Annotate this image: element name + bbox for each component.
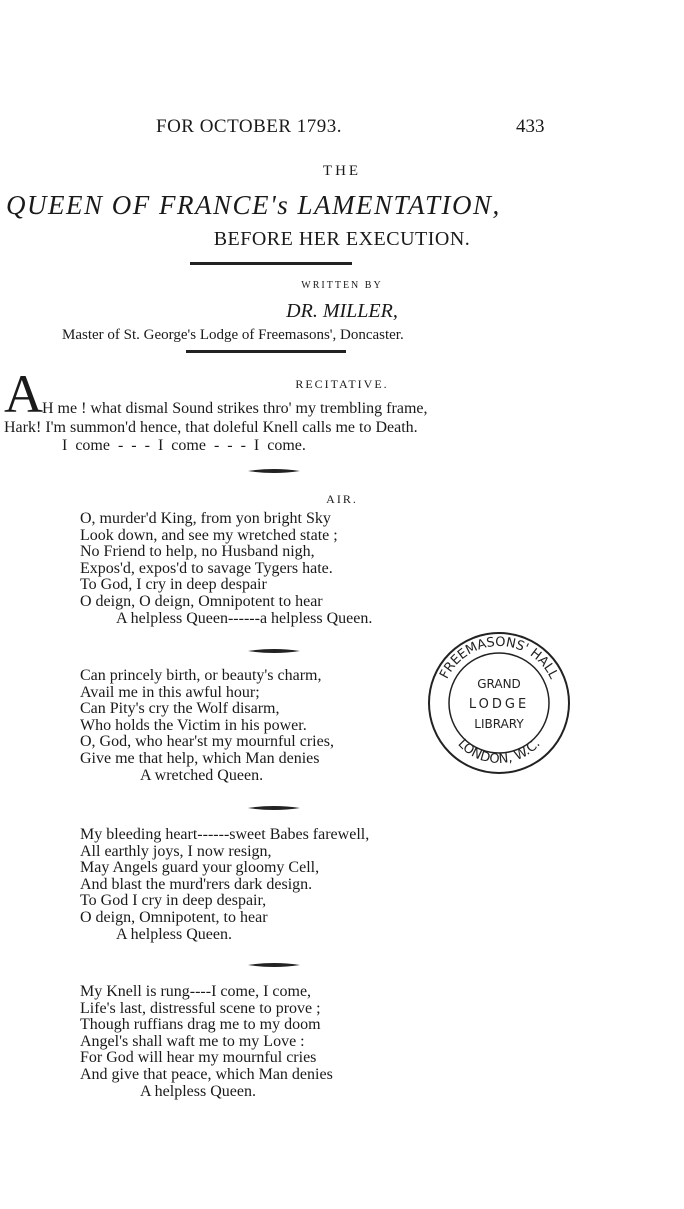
stanza-line: Can princely birth, or beauty's charm, bbox=[80, 667, 322, 684]
stamp-ring-bottom: LONDON, W.C. bbox=[454, 736, 544, 768]
stanza-line: Can Pity's cry the Wolf disarm, bbox=[80, 700, 280, 718]
running-head: FOR OCTOBER 1793. bbox=[156, 116, 343, 137]
ornament-divider-icon bbox=[246, 803, 302, 813]
stanza-line: My bleeding heart------sweet Babes farewell, bbox=[80, 826, 370, 843]
air-heading: AIR. bbox=[326, 492, 358, 506]
stanza-line: All earthly joys, I now resign, bbox=[80, 842, 272, 860]
title-rule bbox=[190, 262, 352, 265]
page-number: 433 bbox=[516, 116, 545, 137]
stamp-center-2: LODGE bbox=[468, 697, 530, 712]
stanza-line: Look down, and see my wretched state ; bbox=[80, 526, 338, 544]
stanza-line: A helpless Queen. bbox=[116, 925, 232, 943]
recitative-line-3: I come - - - I come - - - I come. bbox=[62, 437, 306, 454]
stamp-center-3: LIBRARY bbox=[474, 717, 524, 731]
ornament-divider-icon bbox=[246, 466, 302, 476]
stanza-line: O, murder'd King, from yon bright Sky bbox=[80, 510, 331, 527]
stanza-line: Angel's shall waft me to my Love : bbox=[80, 1032, 305, 1050]
author-rule bbox=[186, 350, 346, 353]
library-stamp bbox=[424, 628, 574, 778]
stanza-line: And blast the murd'rers dark design. bbox=[80, 875, 313, 893]
stanza-line: Who holds the Victim in his power. bbox=[80, 716, 307, 734]
stanza-line: My Knell is rung----I come, I come, bbox=[80, 983, 312, 1000]
poem-title: QUEEN OF FRANCE's LAMENTATION, bbox=[6, 190, 501, 220]
title-article: THE bbox=[322, 163, 362, 179]
stanza-line: Avail me in this awful hour; bbox=[80, 683, 260, 701]
stanza-line: Though ruffians drag me to my doom bbox=[80, 1016, 321, 1034]
stanza-line: Life's last, distressful scene to prove ; bbox=[80, 999, 321, 1017]
stanza-4 bbox=[80, 984, 333, 1100]
stanza-line: To God, I cry in deep despair bbox=[80, 576, 267, 594]
stanza-line: Give me that help, which Man denies bbox=[80, 749, 320, 767]
recitative-heading: RECITATIVE. bbox=[295, 377, 389, 391]
stanza-line: A wretched Queen. bbox=[140, 766, 264, 784]
stanza-line: To God I cry in deep despair, bbox=[80, 892, 267, 910]
stanza-line: May Angels guard your gloomy Cell, bbox=[80, 859, 320, 877]
stamp-center-1: GRAND bbox=[477, 677, 521, 691]
stanza-line: Expos'd, expos'd to savage Tygers hate. bbox=[80, 559, 333, 577]
drop-cap: A bbox=[4, 364, 43, 424]
author-note: Master of St. George's Lodge of Freemasons', Doncaster. bbox=[62, 327, 404, 343]
stanza-line: A helpless Queen------a helpless Queen. bbox=[116, 609, 373, 627]
stanza-1 bbox=[80, 511, 372, 627]
stanza-line: A helpless Queen. bbox=[140, 1082, 256, 1100]
author-name: DR. MILLER, bbox=[286, 300, 398, 322]
stanza-line: O deign, Omnipotent, to hear bbox=[80, 908, 268, 926]
stanza-3 bbox=[80, 827, 369, 943]
stamp-ring-top: FREEMASONS' HALL bbox=[437, 634, 561, 682]
ornament-divider-icon bbox=[246, 646, 302, 656]
recitative-line-1: H me ! what dismal Sound strikes thro' my trembling frame, bbox=[42, 400, 428, 417]
stanza-2 bbox=[80, 668, 334, 784]
poem-subtitle: BEFORE HER EXECUTION. bbox=[213, 228, 471, 250]
stanza-line: And give that peace, which Man denies bbox=[80, 1065, 333, 1083]
stanza-line: O deign, O deign, Omnipotent to hear bbox=[80, 592, 323, 610]
stanza-line: For God will hear my mournful cries bbox=[80, 1049, 317, 1067]
stanza-line: O, God, who hear'st my mournful cries, bbox=[80, 733, 334, 751]
written-by-label: WRITTEN BY bbox=[301, 280, 383, 291]
ornament-divider-icon bbox=[246, 960, 302, 970]
recitative-line-2: Hark! I'm summon'd hence, that doleful Knell calls me to Death. bbox=[4, 419, 418, 436]
stanza-line: No Friend to help, no Husband nigh, bbox=[80, 543, 315, 561]
